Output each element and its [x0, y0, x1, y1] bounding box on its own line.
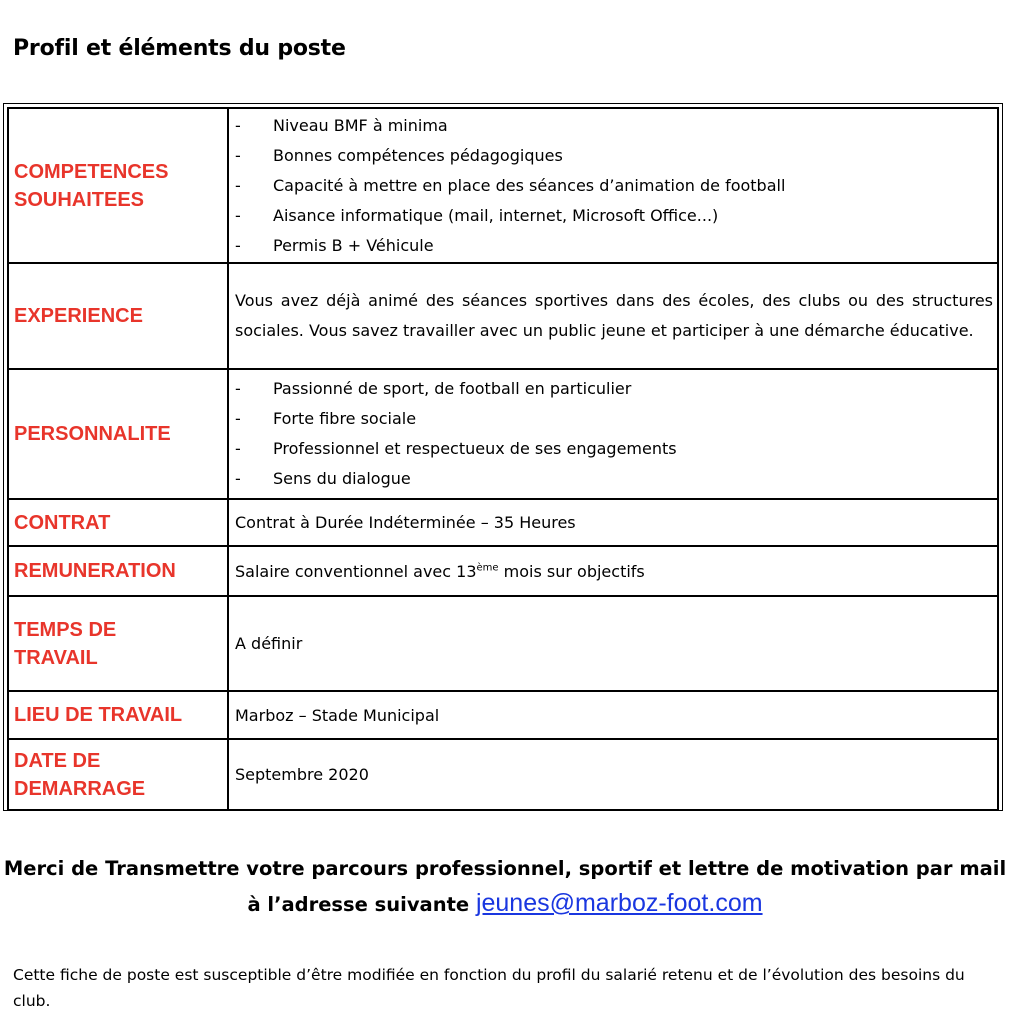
row-value-competences: [228, 108, 998, 263]
row-value-personnalite: [228, 369, 998, 499]
list-item-text: Permis B + Véhicule: [273, 235, 434, 255]
label-line: DEMARRAGE: [14, 777, 146, 800]
table-row-remuneration: [8, 546, 998, 596]
row-value-remuneration: [228, 546, 998, 596]
table-row-competences: [8, 108, 998, 263]
list-item-text: Aisance informatique (mail, internet, Microsoft Office...): [273, 205, 719, 225]
dash-marker: -: [235, 379, 241, 398]
list-item-text: Professionnel et respectueux de ses engagements: [273, 439, 677, 458]
dash-marker: -: [235, 235, 241, 255]
label-line: TRAVAIL: [14, 646, 98, 669]
list-item: [235, 404, 993, 434]
list-item: [235, 171, 993, 201]
remuneration-text: Salaire conventionnel avec 13: [235, 561, 477, 581]
list-item-text: Bonnes compétences pédagogiques: [273, 145, 563, 165]
job-profile-table-frame: [3, 103, 1003, 811]
list-item: [235, 374, 993, 404]
row-value-contrat: Contrat à Durée Indéterminée – 35 Heures: [228, 499, 998, 546]
cta-line-2: [0, 886, 1010, 922]
dash-marker: -: [235, 175, 241, 195]
dash-marker: -: [235, 115, 241, 135]
row-label-date: [8, 739, 228, 810]
dash-marker: -: [235, 205, 241, 225]
row-label-remuneration: REMUNERATION: [8, 546, 228, 596]
row-label-personnalite: PERSONNALITE: [8, 369, 228, 499]
list-item: [235, 231, 993, 261]
list-item-text: Forte fibre sociale: [273, 409, 417, 428]
table-row-experience: [8, 263, 998, 369]
table-row-temps: [8, 596, 998, 691]
row-label-contrat: CONTRAT: [8, 499, 228, 546]
personnalite-list: [235, 374, 993, 494]
list-item-text: Capacité à mettre en place des séances d’animation de football: [273, 175, 786, 195]
table-row-contrat: [8, 499, 998, 546]
experience-text: Vous avez déjà animé des séances sportives dans des écoles, des clubs ou des structures sociales. Vous savez travailler avec un public jeune et participer à une démarche éducative.: [235, 291, 993, 340]
list-item: [235, 141, 993, 171]
job-profile-table: [7, 107, 999, 811]
label-line: SOUHAITEES: [14, 188, 145, 211]
label-line: COMPETENCES: [14, 160, 169, 183]
cta-prefix: à l’adresse suivante: [247, 893, 476, 916]
list-item: [235, 201, 993, 231]
list-item: [235, 434, 993, 464]
remuneration-text-end: mois sur objectifs: [498, 561, 645, 581]
table-row-date: [8, 739, 998, 810]
row-label-lieu: LIEU DE TRAVAIL: [8, 691, 228, 739]
dash-marker: -: [235, 469, 241, 488]
list-item-text: Niveau BMF à minima: [273, 115, 448, 135]
list-item-text: Sens du dialogue: [273, 469, 411, 488]
dash-marker: -: [235, 409, 241, 428]
label-line: DATE DE: [14, 749, 101, 772]
table-row-lieu: [8, 691, 998, 739]
row-value-experience: [228, 263, 998, 369]
superscript-suffix: ème: [476, 562, 499, 574]
email-link[interactable]: jeunes@marboz-foot.com: [475, 889, 763, 917]
label-line: TEMPS DE: [14, 618, 117, 641]
application-instructions: [0, 852, 1010, 922]
list-item: [235, 111, 993, 141]
dash-marker: -: [235, 439, 241, 458]
cta-line-1: Merci de Transmettre votre parcours professionnel, sportif et lettre de motivation par mail: [3, 857, 1007, 880]
page-title: Profil et éléments du poste: [13, 36, 346, 61]
list-item-text: Passionné de sport, de football en particulier: [273, 379, 632, 398]
row-value-date: Septembre 2020: [228, 739, 998, 810]
list-item: [235, 464, 993, 494]
competences-list: [235, 111, 993, 261]
row-label-temps: [8, 596, 228, 691]
dash-marker: -: [235, 145, 241, 165]
row-label-experience: EXPERIENCE: [8, 263, 228, 369]
footer-note: Cette fiche de poste est susceptible d’être modifiée en fonction du profil du salarié retenu et de l’évolution des besoins du club.: [13, 966, 965, 1010]
row-label-competences: [8, 108, 228, 263]
row-value-temps: A définir: [228, 596, 998, 691]
row-value-lieu: Marboz – Stade Municipal: [228, 691, 998, 739]
table-row-personnalite: [8, 369, 998, 499]
